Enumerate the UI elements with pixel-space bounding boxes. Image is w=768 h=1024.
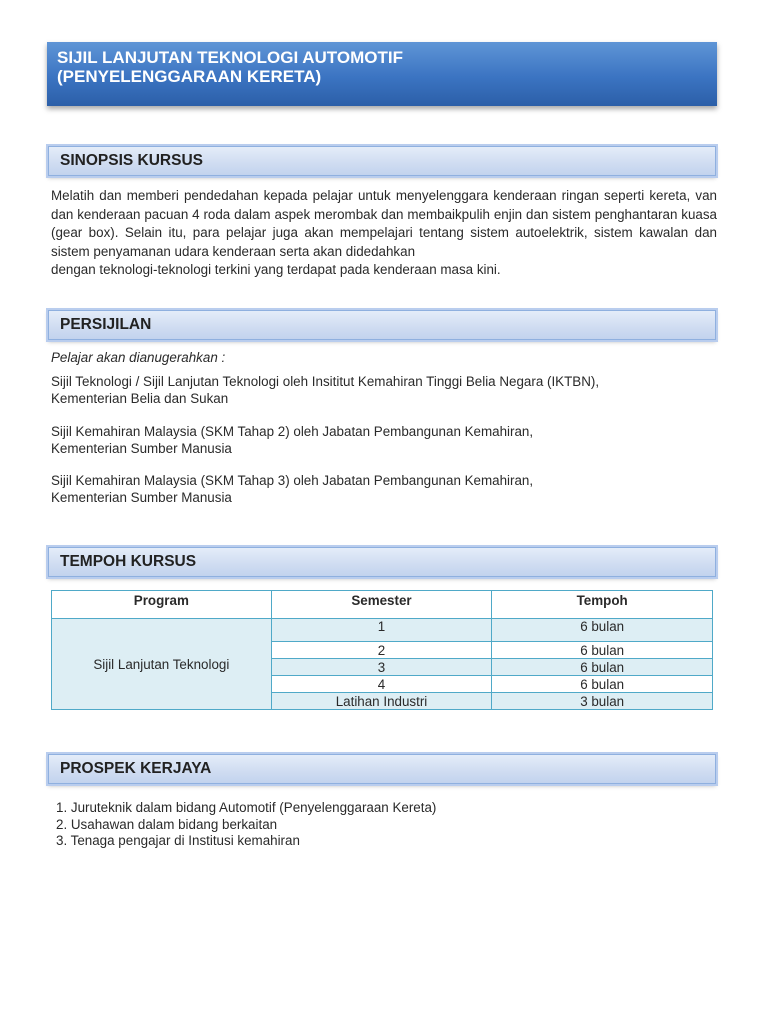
list-item: 3. Tenaga pengajar di Institusi kemahiran	[56, 833, 300, 848]
sinopsis-body-main: Melatih dan memberi pendedahan kepada pelajar untuk menyelenggara kenderaan ringan seperti kereta, van dan kenderaan pacuan 4 roda dalam aspek merombak dan membaikpulih enjin dan sistem penghantaran kuasa (gear box). Selain itu, para pelajar juga akan mempelajari tentang sistem autoelektrik, sistem kawalan dan sistem penyamanan udara kenderaan serta akan didedahkan	[51, 188, 717, 259]
tempoh-cell: 6 bulan	[492, 619, 713, 642]
table-header-row	[52, 591, 713, 619]
page-title-line2: (PENYELENGGARAAN KERETA)	[57, 67, 322, 86]
column-header-semester: Semester	[271, 591, 492, 619]
cert-line: Sijil Teknologi / Sijil Lanjutan Teknologi oleh Insititut Kemahiran Tinggi Belia Negara (IKTBN),	[51, 374, 600, 389]
semester-cell: 3	[271, 659, 492, 676]
section-header-sinopsis: SINOPSIS KURSUS	[48, 146, 716, 176]
semester-cell: Latihan Industri	[271, 693, 492, 710]
tempoh-cell: 6 bulan	[492, 659, 713, 676]
tempoh-cell: 6 bulan	[492, 676, 713, 693]
list-item: 1. Juruteknik dalam bidang Automotif (Penyelenggaraan Kereta)	[56, 800, 437, 815]
cert-line: Sijil Kemahiran Malaysia (SKM Tahap 3) oleh Jabatan Pembangunan Kemahiran,	[51, 473, 534, 488]
cert-line: Kementerian Belia dan Sukan	[51, 390, 229, 406]
cert-line: Sijil Kemahiran Malaysia (SKM Tahap 2) oleh Jabatan Pembangunan Kemahiran,	[51, 424, 534, 439]
sinopsis-body	[51, 187, 717, 280]
prospek-list	[56, 800, 436, 850]
program-cell: Sijil Lanjutan Teknologi	[52, 619, 272, 710]
semester-cell: 4	[271, 676, 492, 693]
section-header-prospek: PROSPEK KERJAYA	[48, 754, 716, 784]
cert-item	[51, 424, 533, 457]
course-duration-table	[51, 590, 713, 710]
cert-item	[51, 374, 599, 407]
cert-line: Kementerian Sumber Manusia	[51, 440, 232, 456]
page-title-line1: SIJIL LANJUTAN TEKNOLOGI AUTOMOTIF	[57, 48, 403, 67]
column-header-program: Program	[52, 591, 272, 619]
tempoh-cell: 6 bulan	[492, 642, 713, 659]
section-header-tempoh: TEMPOH KURSUS	[48, 547, 716, 577]
page-title-banner	[47, 42, 717, 106]
tempoh-cell: 3 bulan	[492, 693, 713, 710]
cert-item	[51, 473, 533, 506]
column-header-tempoh: Tempoh	[492, 591, 713, 619]
list-item: 2. Usahawan dalam bidang berkaitan	[56, 816, 278, 832]
semester-cell: 1	[271, 619, 492, 642]
sinopsis-body-last: dengan teknologi-teknologi terkini yang terdapat pada kenderaan masa kini.	[51, 262, 501, 278]
table-row	[52, 619, 713, 642]
semester-cell: 2	[271, 642, 492, 659]
persijilan-intro: Pelajar akan dianugerahkan :	[51, 350, 226, 365]
cert-line: Kementerian Sumber Manusia	[51, 489, 232, 505]
section-header-persijilan: PERSIJILAN	[48, 310, 716, 340]
